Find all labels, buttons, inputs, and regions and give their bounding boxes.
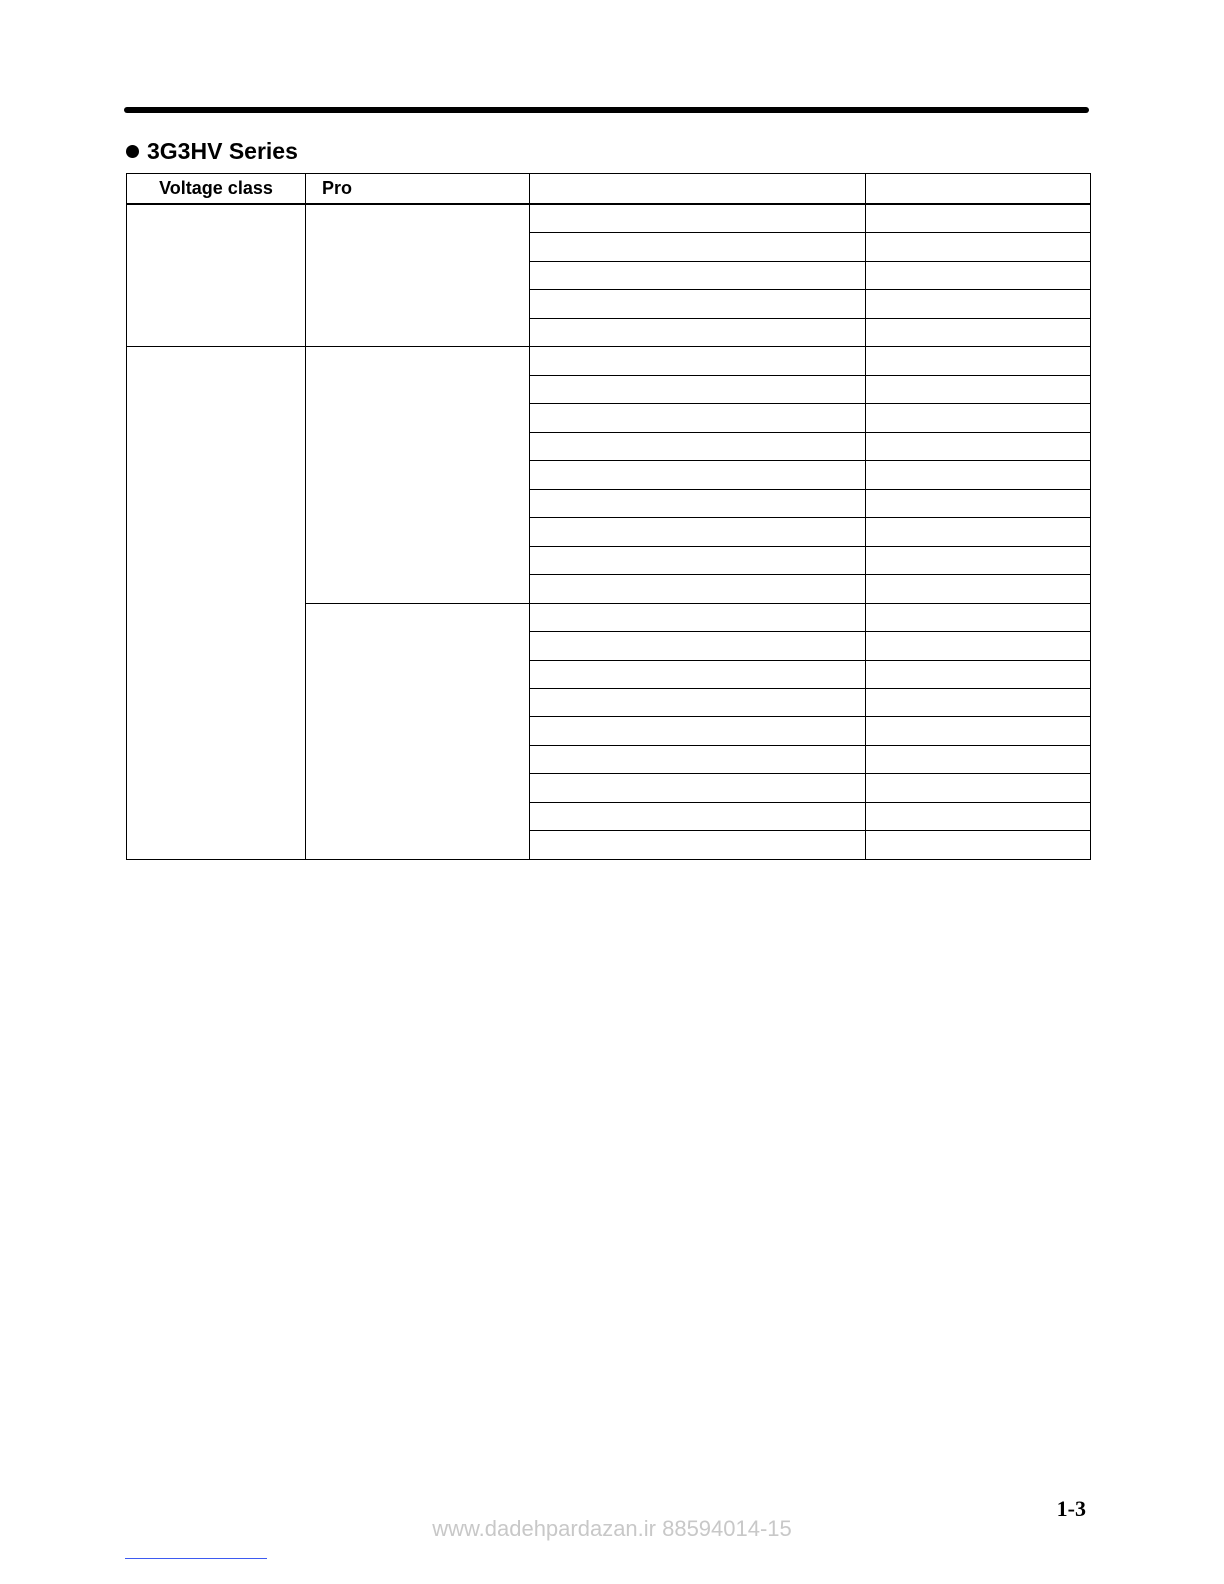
table-cell xyxy=(866,745,1091,773)
header-product: Pro xyxy=(306,174,530,205)
table-cell xyxy=(530,688,866,716)
table-cell xyxy=(866,318,1091,346)
page-number: 1-3 xyxy=(1056,1496,1086,1521)
table-cell xyxy=(530,261,866,289)
table-header-row xyxy=(127,174,1091,205)
product-cell xyxy=(306,347,530,603)
header-column-3 xyxy=(530,174,866,205)
table-cell xyxy=(530,717,866,745)
header-column-4 xyxy=(866,174,1091,205)
watermark-text: www.dadehpardazan.ir 88594014-15 xyxy=(432,1516,792,1541)
table-cell xyxy=(866,831,1091,860)
table-cell xyxy=(530,632,866,660)
table-row xyxy=(127,204,1091,233)
section-heading xyxy=(126,136,298,166)
table-cell xyxy=(530,347,866,375)
table-cell xyxy=(866,347,1091,375)
table-cell xyxy=(530,489,866,517)
table-body xyxy=(127,204,1091,860)
table-cell xyxy=(866,461,1091,489)
table-cell xyxy=(530,432,866,460)
header-voltage-class: Voltage class xyxy=(127,174,306,205)
table-cell xyxy=(530,603,866,631)
voltage-class-cell xyxy=(127,204,306,347)
table-cell xyxy=(866,518,1091,546)
table-cell xyxy=(530,660,866,688)
table-cell xyxy=(530,461,866,489)
footer-link-underline xyxy=(125,1558,267,1559)
table-cell xyxy=(530,831,866,860)
table-cell xyxy=(530,318,866,346)
table-cell xyxy=(530,518,866,546)
table-cell xyxy=(530,233,866,261)
table-cell xyxy=(866,489,1091,517)
table-cell xyxy=(866,660,1091,688)
table-cell xyxy=(866,575,1091,603)
table-cell xyxy=(530,375,866,403)
table-cell xyxy=(866,688,1091,716)
table-cell xyxy=(866,717,1091,745)
table-cell xyxy=(530,546,866,574)
table-cell xyxy=(530,290,866,318)
table-cell xyxy=(866,546,1091,574)
table-cell xyxy=(530,802,866,830)
specifications-table xyxy=(126,173,1091,860)
table-cell xyxy=(866,432,1091,460)
product-cell xyxy=(306,603,530,859)
table-cell xyxy=(866,603,1091,631)
table-row xyxy=(127,347,1091,375)
table-cell xyxy=(866,774,1091,802)
section-title: 3G3HV Series xyxy=(147,138,298,164)
product-cell xyxy=(306,204,530,347)
table-cell xyxy=(866,802,1091,830)
table-cell xyxy=(530,745,866,773)
table-cell xyxy=(530,204,866,233)
table-cell xyxy=(866,233,1091,261)
voltage-class-cell xyxy=(127,347,306,860)
table-cell xyxy=(866,375,1091,403)
table-cell xyxy=(866,204,1091,233)
table-cell xyxy=(530,774,866,802)
table-cell xyxy=(530,575,866,603)
table-cell xyxy=(530,404,866,432)
table-cell xyxy=(866,404,1091,432)
header-rule xyxy=(124,107,1089,113)
bullet-icon xyxy=(126,145,139,158)
table-cell xyxy=(866,290,1091,318)
table-cell xyxy=(866,632,1091,660)
table-cell xyxy=(866,261,1091,289)
